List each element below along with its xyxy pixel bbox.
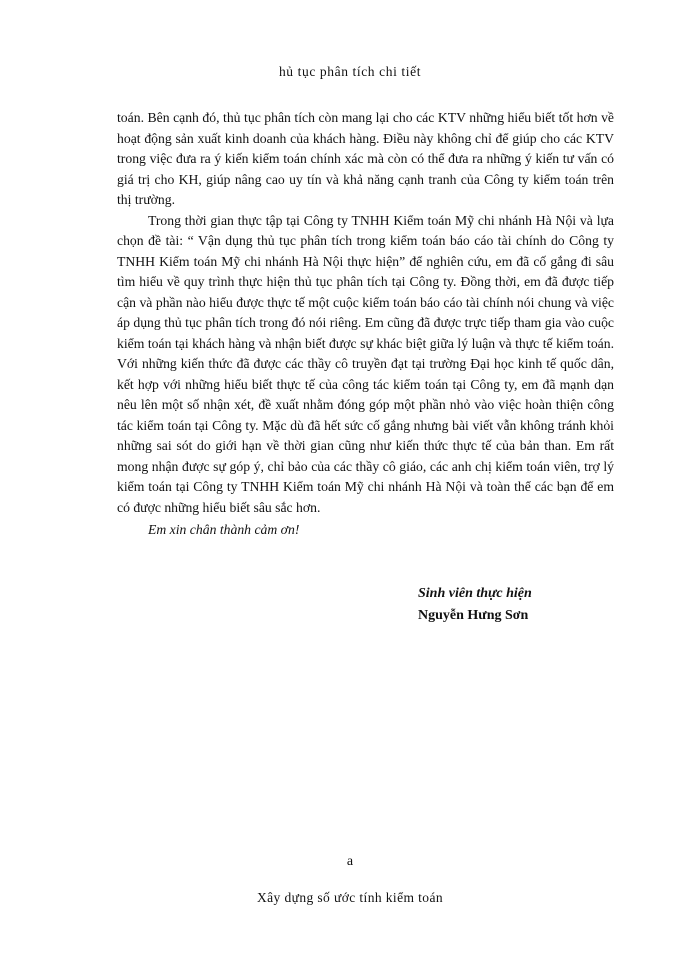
running-footer: Xây dựng số ước tính kiểm toán <box>257 890 443 905</box>
signature-name: Nguyễn Hưng Sơn <box>418 608 529 623</box>
paragraph-internship: Trong thời gian thực tập tại Công ty TNHH Kiểm toán Mỹ chi nhánh Hà Nội và lựa chọn đề tài: “ Vận dụng thủ tục phân tích trong kiểm toán báo cáo tài chính do Công ty TNHH Kiểm toán Mỹ chi nhánh Hà Nội thực hiện” để nghiên cứu, em đã cố gắng đi sâu tìm hiểu về quy trình thực hiện thủ tục phân tích tại Công ty. Đồng thời, em đã được tiếp cận và phần nào hiểu được thực tế một cuộc kiểm toán báo cáo tài chính nói chung và việc áp dụng thủ tục phân tích trong đó nói riêng. Em cũng đã được trực tiếp tham gia vào cuộc kiểm toán tại khách hàng và nhận biết được sự khác biệt giữa lý luận và thực tế kiểm toán. Với những kiến thức đã được các thầy cô truyền đạt tại trường Đại học kinh tế quốc dân, kết hợp với những hiểu biết thực tế của công tác kiểm toán tại Công ty, em đã mạnh dạn nêu lên một số nhận xét, đề xuất nhằm đóng góp một phần nhỏ vào việc hoàn thiện công tác kiểm toán tại Công ty. Mặc dù đã hết sức cố gắng nhưng bài viết vẫn không tránh khỏi những sai sót do giới hạn về thời gian cũng như kiến thức thực tế của bản than. Em rất mong nhận được sự góp ý, chỉ bảo của các thầy cô giáo, các anh chị kiểm toán viên, trợ lý kiểm toán tại Công ty TNHH Kiểm toán Mỹ chi nhánh Hà Nội và toàn thể các bạn để em có được những hiểu biết sâu sắc hơn. <box>117 212 614 515</box>
signature-block <box>418 583 532 627</box>
document-body <box>117 108 614 541</box>
running-header: hủ tục phân tích chi tiết <box>278 64 422 79</box>
signature-role: Sinh viên thực hiện <box>418 586 532 601</box>
page-number: a <box>346 854 354 869</box>
paragraph-intro-continuation: toán. Bên cạnh đó, thủ tục phân tích còn mang lại cho các KTV những hiểu biết tốt hơn về hoạt động sản xuất kinh doanh của khách hàng. Điều này không chỉ để giúp cho các KTV trong việc đưa ra ý kiến kiểm toán chính xác mà còn có thể đưa ra những ý kiến tư vấn có giá trị cho KH, giúp nâng cao uy tín và khả năng cạnh tranh của Công ty kiểm toán trên thị trường. <box>117 110 614 207</box>
thanks-line: Em xin chân thành cảm ơn! <box>148 522 300 537</box>
